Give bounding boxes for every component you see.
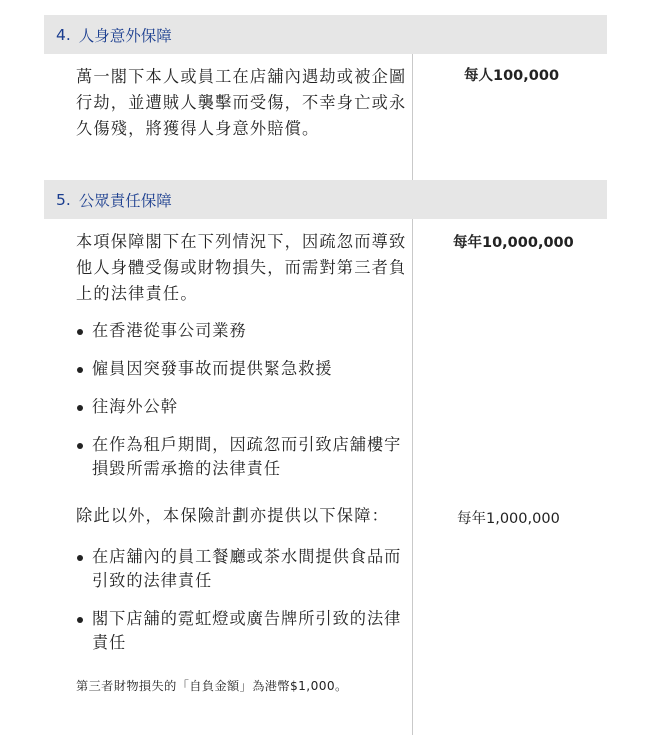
bullet-icon xyxy=(77,329,83,335)
list-item: 僱員因突發事故而提供緊急救援 xyxy=(76,357,412,381)
section-5-body xyxy=(44,219,607,735)
section-5-footnote: 第三者財物損失的「自負金額」為港幣$1,000。 xyxy=(76,679,348,693)
section-5-extra-bullet-list xyxy=(76,545,412,655)
section-5-right-column xyxy=(413,219,607,735)
coverage-table xyxy=(44,15,607,735)
section-4-title: 人身意外保障 xyxy=(78,26,172,45)
section-4-number: 4. xyxy=(56,25,71,44)
section-5-header xyxy=(44,180,607,219)
section-5-extra-amount: 每年1,000,000 xyxy=(457,511,560,527)
section-5-description: 本項保障閣下在下列情況下，因疏忽而導致他人身體受傷或財物損失，而需對第三者負上的法律責任。 xyxy=(76,232,407,303)
list-item: 往海外公幹 xyxy=(76,395,412,419)
bullet-icon xyxy=(77,443,83,449)
list-item: 閣下店舖的霓虹燈或廣告牌所引致的法律責任 xyxy=(76,607,412,655)
bullet-icon xyxy=(77,617,83,623)
section-4-body xyxy=(44,54,607,180)
section-4-amount: 每人100,000 xyxy=(464,68,560,84)
section-5-number: 5. xyxy=(56,190,71,209)
section-4-right-column xyxy=(413,54,607,180)
section-4-description: 萬一閣下本人或員工在店舖內遇劫或被企圖行劫，並遭賊人襲擊而受傷，不幸身亡或永久傷殘，將獲得人身意外賠償。 xyxy=(76,67,407,138)
section-5-bullet-list xyxy=(76,319,412,481)
section-4-header xyxy=(44,15,607,54)
section-5-amount: 每年10,000,000 xyxy=(453,235,574,251)
section-4-left-column xyxy=(44,54,413,180)
section-5-extra-description: 除此以外，本保險計劃亦提供以下保障： xyxy=(76,506,389,525)
section-5-title: 公眾責任保障 xyxy=(78,191,172,210)
bullet-icon xyxy=(77,405,83,411)
list-item: 在作為租戶期間，因疏忽而引致店舖樓宇損毀所需承擔的法律責任 xyxy=(76,433,412,481)
section-5-left-column xyxy=(44,219,413,735)
bullet-icon xyxy=(77,367,83,373)
bullet-icon xyxy=(77,555,83,561)
list-item: 在店舖內的員工餐廳或茶水間提供食品而引致的法律責任 xyxy=(76,545,412,593)
list-item: 在香港從事公司業務 xyxy=(76,319,412,343)
